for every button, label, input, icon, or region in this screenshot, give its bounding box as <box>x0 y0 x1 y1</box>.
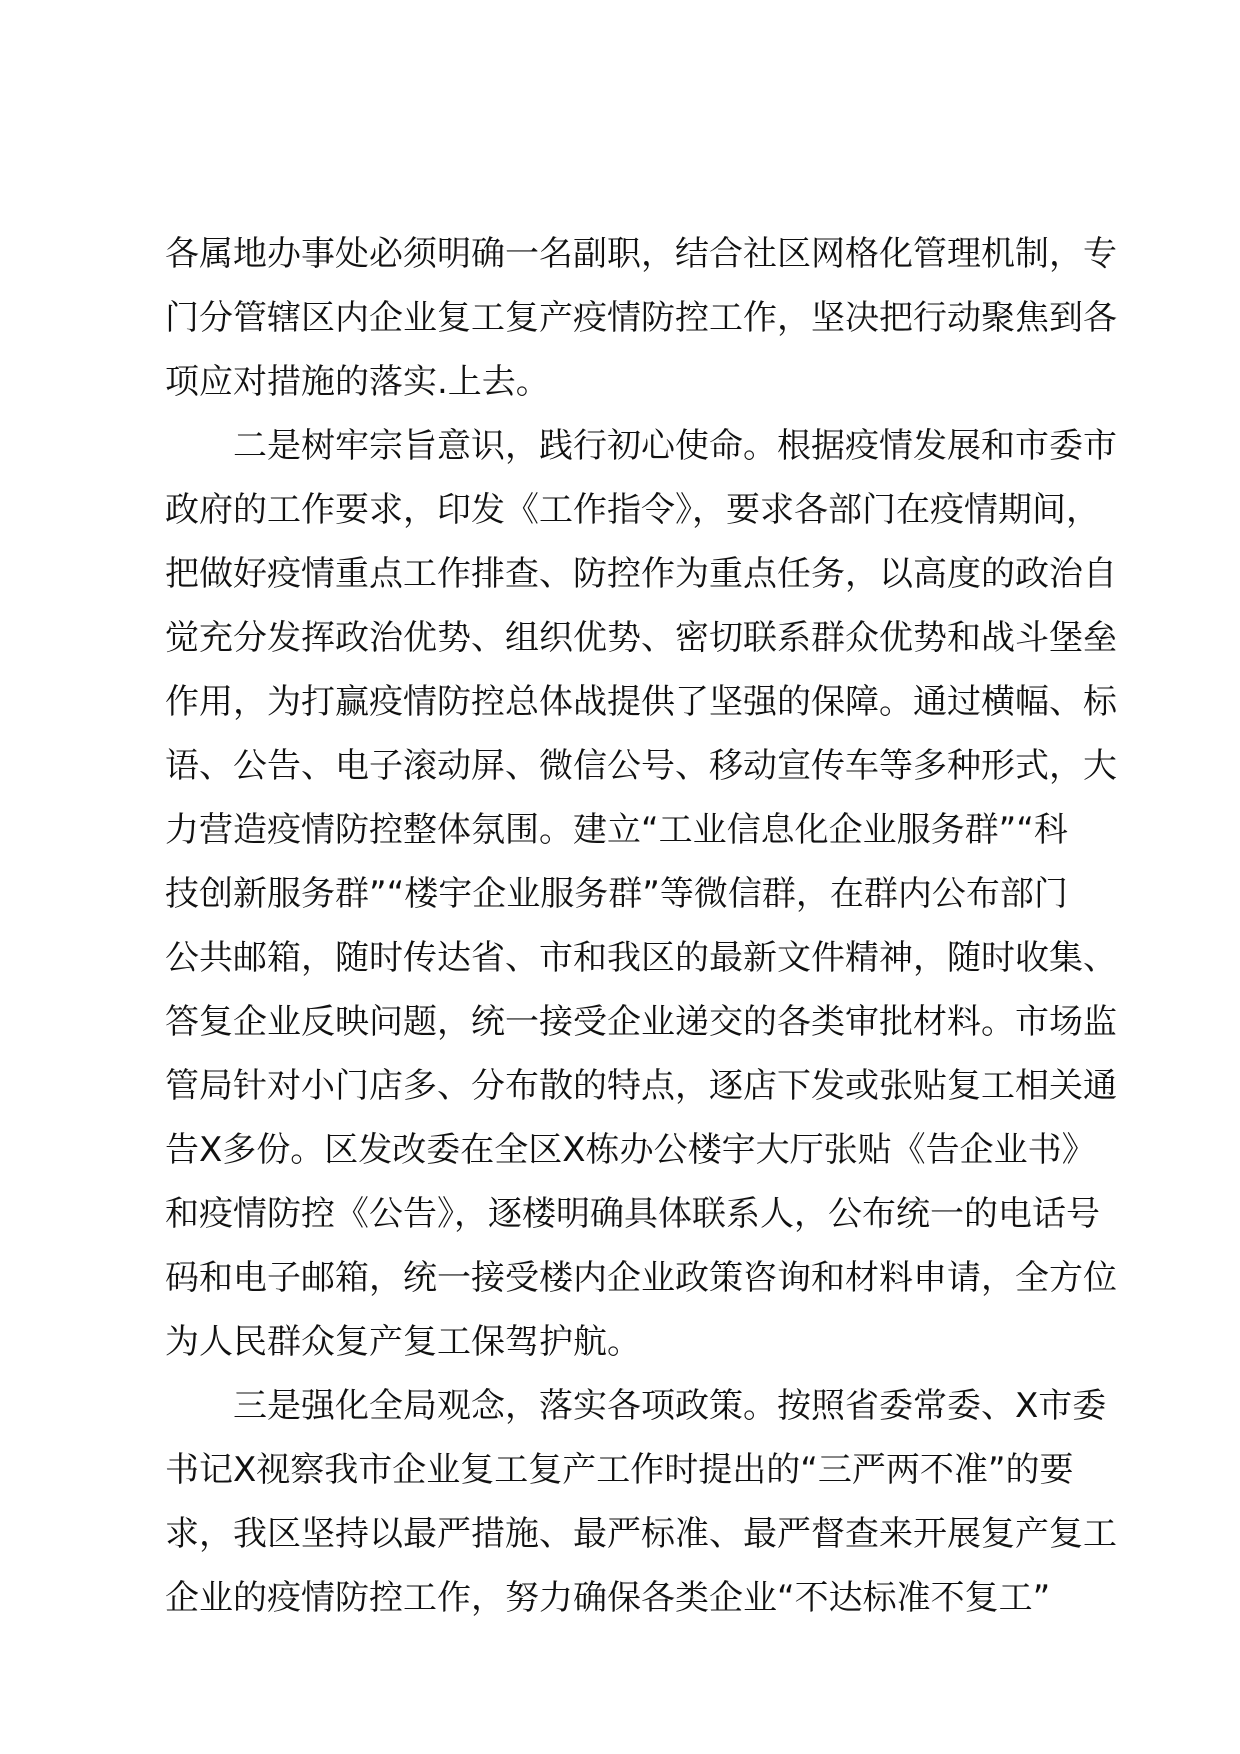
paragraph-2-first-line: 二是树牢宗旨意识，践行初心使命。根据疫情发展和市委市 <box>233 426 1117 466</box>
text-line: 企业的疫情防控工作，努力确保各类企业“不达标准不复工” <box>165 1578 1051 1618</box>
text-line: 告X多份。区发改委在全区X栋办公楼宇大厅张贴《告企业书》 <box>165 1130 1096 1170</box>
text-line: 把做好疫情重点工作排查、防控作为重点任务，以高度的政治自 <box>165 554 1117 594</box>
text-line: 码和电子邮箱，统一接受楼内企业政策咨询和材料申请，全方位 <box>165 1258 1117 1298</box>
text-line: 技创新服务群”“楼宇企业服务群”等微信群，在群内公布部门 <box>165 874 1068 914</box>
text-line: 门分管辖区内企业复工复产疫情防控工作，坚决把行动聚焦到各 <box>165 298 1117 338</box>
text-line: 书记X视察我市企业复工复产工作时提出的“三严两不准”的要 <box>165 1450 1074 1490</box>
text-line: 语、公告、电子滚动屏、微信公号、移动宣传车等多种形式，大 <box>165 746 1117 786</box>
body-text <box>165 222 1117 1630</box>
text-line: 政府的工作要求，印发《工作指令》，要求各部门在疫情期间， <box>165 490 1100 530</box>
text-line: 答复企业反映问题，统一接受企业递交的各类审批材料。市场监 <box>165 1002 1117 1042</box>
text-line: 和疫情防控《公告》，逐楼明确具体联系人，公布统一的电话号 <box>165 1194 1100 1234</box>
text-line: 力营造疫情防控整体氛围。建立“工业信息化企业服务群”“科 <box>165 810 1068 850</box>
text-line: 求，我区坚持以最严措施、最严标准、最严督查来开展复产复工 <box>165 1514 1117 1554</box>
text-line: 各属地办事处必须明确一名副职，结合社区网格化管理机制，专 <box>165 234 1117 274</box>
paragraph-3-first-line: 三是强化全局观念，落实各项政策。按照省委常委、X市委 <box>233 1386 1107 1426</box>
text-line: 觉充分发挥政治优势、组织优势、密切联系群众优势和战斗堡垒 <box>165 618 1117 658</box>
text-line: 作用，为打赢疫情防控总体战提供了坚强的保障。通过横幅、标 <box>165 682 1117 722</box>
text-line: 项应对措施的落实.上去。 <box>165 362 550 402</box>
text-line: 公共邮箱，随时传达省、市和我区的最新文件精神，随时收集、 <box>165 938 1117 978</box>
text-line: 为人民群众复产复工保驾护航。 <box>165 1322 641 1362</box>
text-line: 管局针对小门店多、分布散的特点，逐店下发或张贴复工相关通 <box>165 1066 1117 1106</box>
